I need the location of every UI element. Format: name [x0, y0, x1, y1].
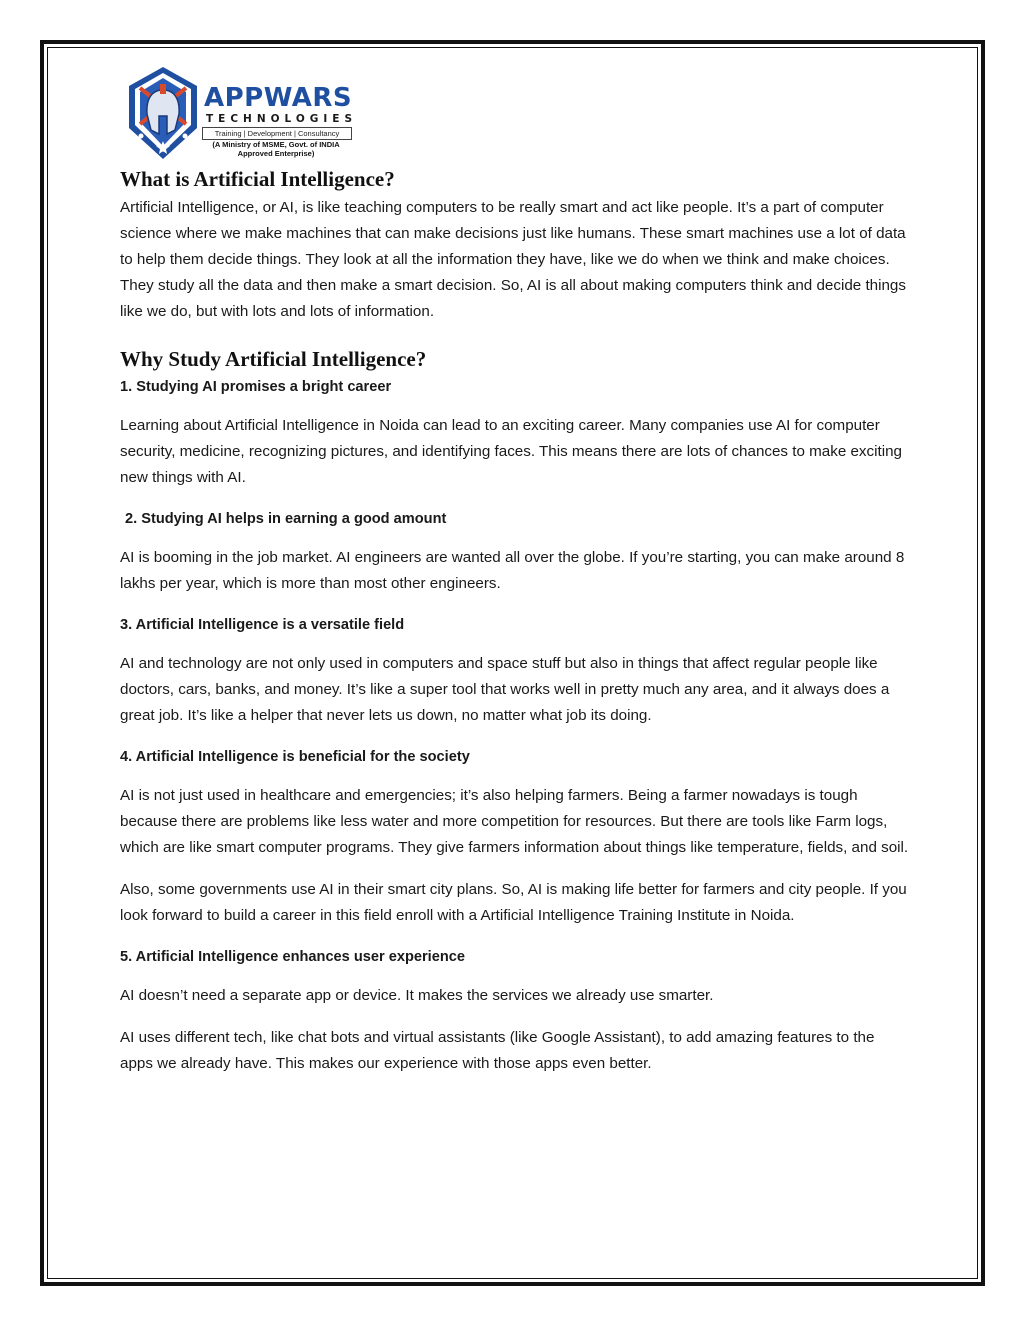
- point-paragraph: AI is booming in the job market. AI engineers are wanted all over the globe. If you’re starting, you can make around 8 lakhs per year, which is more than most other engineers.: [120, 549, 905, 592]
- spartan-helmet-emblem-icon: [124, 64, 202, 162]
- point-paragraph: AI doesn’t need a separate app or device. It makes the services we already use smarter.: [120, 987, 714, 1004]
- point-paragraph: Learning about Artificial Intelligence in Noida can lead to an exciting career. Many companies use AI for computer security, medicine, recognizing pictures, and identifying faces. This means there are lots of chances to make exciting new things with AI.: [120, 417, 902, 486]
- logo-approval-note: [206, 140, 346, 158]
- paragraph-ai-definition: Artificial Intelligence, or AI, is like teaching computers to be really smart and act like people. It’s a part of computer science where we make machines that can make decisions just like humans. These smart machines use a lot of data to help them decide things. They look at all the information they have, like we do when we think and make choices. They study all the data and then make a smart decision. So, AI is all about making computers think and decide things like we do, but with lots and lots of information.: [120, 199, 906, 320]
- point-title: 4. Artificial Intelligence is beneficial for the society: [120, 749, 470, 765]
- company-logo: [124, 64, 358, 162]
- point-title: 2. Studying AI helps in earning a good amount: [125, 511, 447, 527]
- point-paragraph: AI is not just used in healthcare and emergencies; it’s also helping farmers. Being a farmer nowadays is tough because there are problems like less water and more competition for resources. But there are tools like Farm logs, which are like smart computer programs. They give farmers information about things like temperature, fields, and soil.: [120, 787, 909, 856]
- document-body: [120, 165, 910, 1077]
- point-paragraph: AI and technology are not only used in computers and space stuff but also in things that affect regular people like doctors, cars, banks, and money. It’s like a super tool that works well in pretty much any area, and it always does a great job. It’s like a helper that never lets us down, no matter what job its doing.: [120, 655, 890, 724]
- logo-note-line-1: (A Ministry of MSME, Govt. of INDIA: [212, 140, 340, 149]
- logo-note-line-2: Approved Enterprise): [237, 149, 315, 158]
- logo-title: APPWARS: [204, 83, 353, 113]
- logo-tagline: Training | Development | Consultancy: [202, 127, 352, 140]
- point-title: 1. Studying AI promises a bright career: [120, 379, 392, 395]
- point-paragraph: AI uses different tech, like chat bots and virtual assistants (like Google Assistant), to add amazing features to the apps we already have. This makes our experience with those apps even better.: [120, 1029, 875, 1072]
- point-title: 3. Artificial Intelligence is a versatile field: [120, 617, 405, 633]
- logo-subtitle: TECHNOLOGIES: [206, 113, 358, 125]
- section-heading-why-study-ai: Why Study Artificial Intelligence?: [120, 347, 427, 371]
- point-title: 5. Artificial Intelligence enhances user experience: [120, 949, 465, 965]
- section-heading-what-is-ai: What is Artificial Intelligence?: [120, 167, 395, 191]
- point-paragraph: Also, some governments use AI in their smart city plans. So, AI is making life better for farmers and city people. If you look forward to build a career in this field enroll with a Artificial Intelligence Training Institute in Noida.: [120, 881, 907, 924]
